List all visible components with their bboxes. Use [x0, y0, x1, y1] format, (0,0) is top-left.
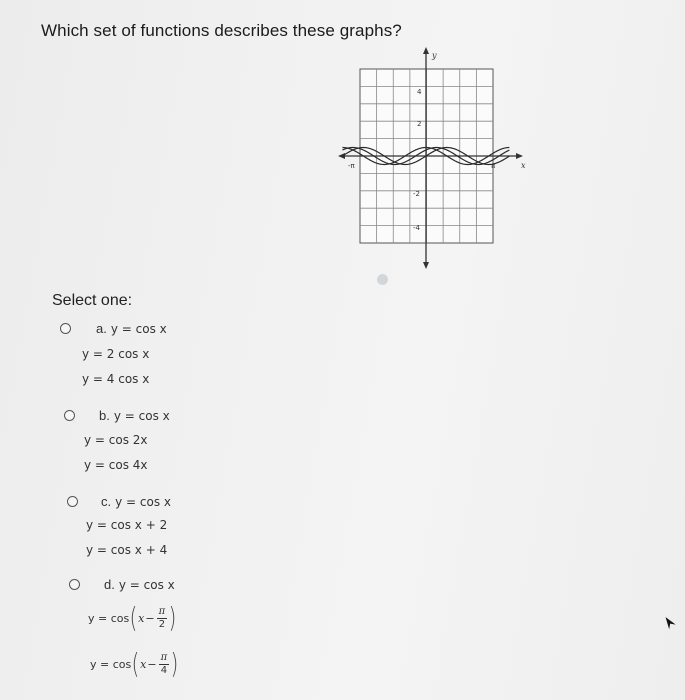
x-axis-label: x: [521, 161, 526, 170]
option-c-radio[interactable]: [67, 496, 78, 507]
x-axis-arrow-right: [516, 153, 523, 159]
option-d-line-3: y = cos ( x − $\frac{\pi}{4}$ ): [90, 647, 179, 680]
option-b-radio[interactable]: [64, 410, 75, 421]
question-text: Which set of functions describes these graphs?: [41, 21, 402, 40]
option-a-line-1[interactable]: a. y = cos x: [96, 321, 167, 336]
option-c-letter: c.: [101, 494, 112, 509]
y-tick-neg4: -4: [413, 224, 420, 232]
y-tick-neg2: -2: [413, 190, 420, 198]
cosine-graph: [335, 42, 530, 274]
option-b-line-2: y = cos 2x: [84, 433, 148, 447]
x-tick-neg-pi: -π: [348, 162, 355, 170]
y-tick-2: 2: [417, 120, 422, 128]
y-tick-4: 4: [417, 88, 422, 96]
select-one-label: Select one:: [52, 292, 133, 309]
option-a-radio[interactable]: [60, 323, 71, 334]
option-b-line-3: y = cos 4x: [84, 458, 148, 472]
option-c-line-2: y = cos x + 2: [86, 518, 168, 532]
option-c-line-3: y = cos x + 4: [86, 543, 168, 557]
x-axis-arrow-left: [338, 153, 345, 159]
option-b-line-1[interactable]: b. y = cos x: [99, 408, 170, 423]
option-d-fraction-1: $\frac{\pi}{2}$: [158, 605, 166, 630]
option-d-line-2: y = cos ( x − $\frac{\pi}{2}$ ): [88, 601, 177, 634]
option-a-letter: a.: [96, 321, 107, 336]
mouse-cursor-icon: [662, 614, 676, 630]
y-axis-arrow-down: [423, 262, 429, 269]
y-axis-label: y: [432, 51, 437, 60]
option-d-radio[interactable]: [69, 579, 80, 590]
x-tick-pi: π: [491, 162, 496, 170]
option-d-letter: d.: [104, 577, 115, 592]
option-b-letter: b.: [99, 408, 110, 423]
option-a-line-3: y = 4 cos x: [82, 372, 150, 386]
y-axis-arrow-up: [423, 47, 429, 54]
option-a-line-2: y = 2 cos x: [82, 347, 150, 361]
option-c-line-1[interactable]: c. y = cos x: [101, 494, 172, 509]
gray-dot: [377, 274, 388, 285]
option-d-line-1[interactable]: d. y = cos x: [104, 577, 175, 592]
option-d-fraction-2: $\frac{\pi}{4}$: [160, 651, 168, 676]
